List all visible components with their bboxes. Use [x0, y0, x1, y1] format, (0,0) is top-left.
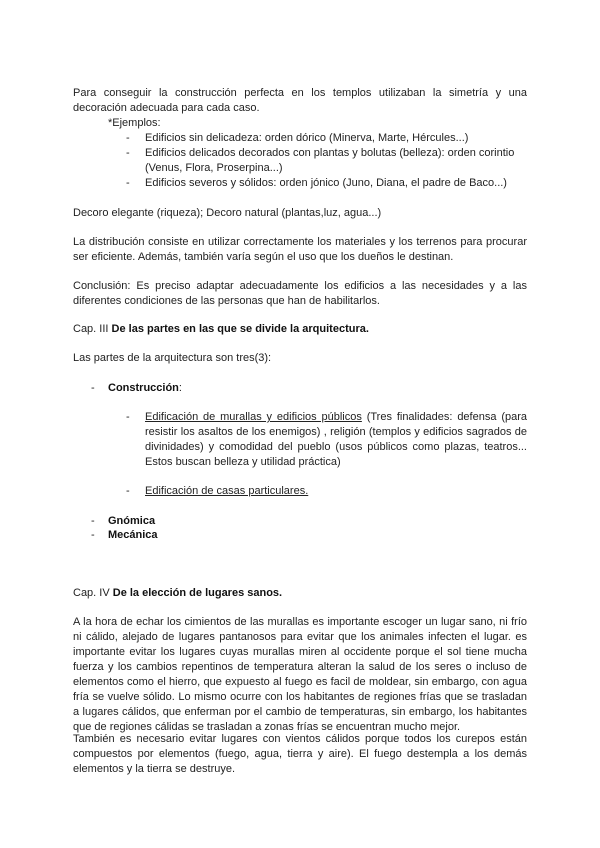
heading-cap-iv — [73, 586, 527, 601]
cap-iii-prefix: Cap. III — [73, 323, 112, 335]
list-item-gnomica — [108, 514, 528, 529]
list-item-construccion — [108, 381, 528, 396]
list-dash: - — [126, 147, 130, 159]
list-item-dorico: Edificios sin delicadeza: orden dórico (Minerva, Marte, Hércules...) — [145, 132, 469, 144]
list-dash: - — [91, 515, 95, 527]
construccion-label: Construcción — [108, 382, 179, 394]
paragraph-decoro: Decoro elegante (riqueza); Decoro natural (plantas,luz, agua...) — [73, 207, 382, 219]
paragraph-lugares-sanos: A la hora de echar los cimientos de las murallas es importante escoger un lugar sano, ni frío ni cálido, alejado de lugares pantanosos para evitar que los animales infecten el lugar. es importante evitar los lugares cuyas murallas miren al occidente porque el sol tiene mucha fuerza y los cambios repentinos de temperatura alteran la salud de los seres o incluso de elementos como el hierro, que expuesto al fuego es facil de moldear, sin embargo, con agua fría se vuelve sólido. Lo mismo ocurre con los habitantes de regiones frías que se trasladan a lugares cálidos, que enferman por el cambio de temperaturas, sin embargo, los habitantes que de regiones cálidas se trasladan a zonas frías se encuentran mucho mejor. — [73, 616, 527, 733]
list-item-mecanica — [108, 528, 528, 543]
heading-cap-iii — [73, 322, 527, 337]
list-item-corintio: Edificios delicados decorados con plantas y bolutas (belleza): orden corintio (Venus, Flora, Proserpina...) — [145, 147, 515, 174]
list-item-murallas — [145, 410, 527, 470]
mecanica-label: Mecánica — [108, 529, 158, 541]
cap-iv-prefix: Cap. IV — [73, 587, 113, 599]
list-dash: - — [126, 411, 130, 423]
cap-iii-title: De las partes en las que se divide la arquitectura. — [111, 323, 369, 335]
paragraph-vientos: También es necesario evitar lugares con vientos cálidos porque todos los curepos están compuestos por elementos (fuego, agua, tierra y aire). El fuego destempla a los demás elementos y la tierra se destruye. — [73, 733, 527, 775]
cap-iv-title: De la elección de lugares sanos. — [112, 587, 283, 599]
list-item-casas — [145, 484, 527, 499]
murallas-title: Edificación de murallas y edificios públicos — [145, 411, 362, 423]
construccion-colon: : — [178, 382, 182, 394]
list-dash: - — [126, 485, 130, 497]
paragraph-partes-intro: Las partes de la arquitectura son tres(3): — [73, 352, 272, 364]
ejemplos-label: *Ejemplos: — [108, 117, 161, 129]
list-dash: - — [91, 529, 95, 541]
paragraph-conclusion: Conclusión: Es preciso adaptar adecuadamente los edificios a las necesidades y a las diferentes condiciones de las personas que han de habilitarlos. — [73, 280, 527, 307]
list-item-jonico: Edificios severos y sólidos: orden jónico (Juno, Diana, el padre de Baco...) — [145, 177, 507, 189]
paragraph-templos: Para conseguir la construcción perfecta en los templos utilizaban la simetría y una decoración adecuada para cada caso. — [73, 87, 527, 114]
casas-title: Edificación de casas particulares. — [145, 485, 309, 497]
list-dash: - — [126, 132, 130, 144]
murallas-text: (Tres finalidades: defensa (para resistir los asaltos de los enemigos) , religión (templos y edificios sagrados de divinidades) y comodidad del pueblo (usos públicos como plazas, teatros... Estos buscan belleza y utilidad práctica) — [145, 411, 527, 468]
list-dash: - — [91, 382, 95, 394]
list-dash: - — [126, 177, 130, 189]
paragraph-distribucion: La distribución consiste en utilizar correctamente los materiales y los terrenos para procurar ser eficiente. Además, también varía según el uso que los dueños le destinan. — [73, 236, 527, 263]
gnomica-label: Gnómica — [108, 515, 156, 527]
